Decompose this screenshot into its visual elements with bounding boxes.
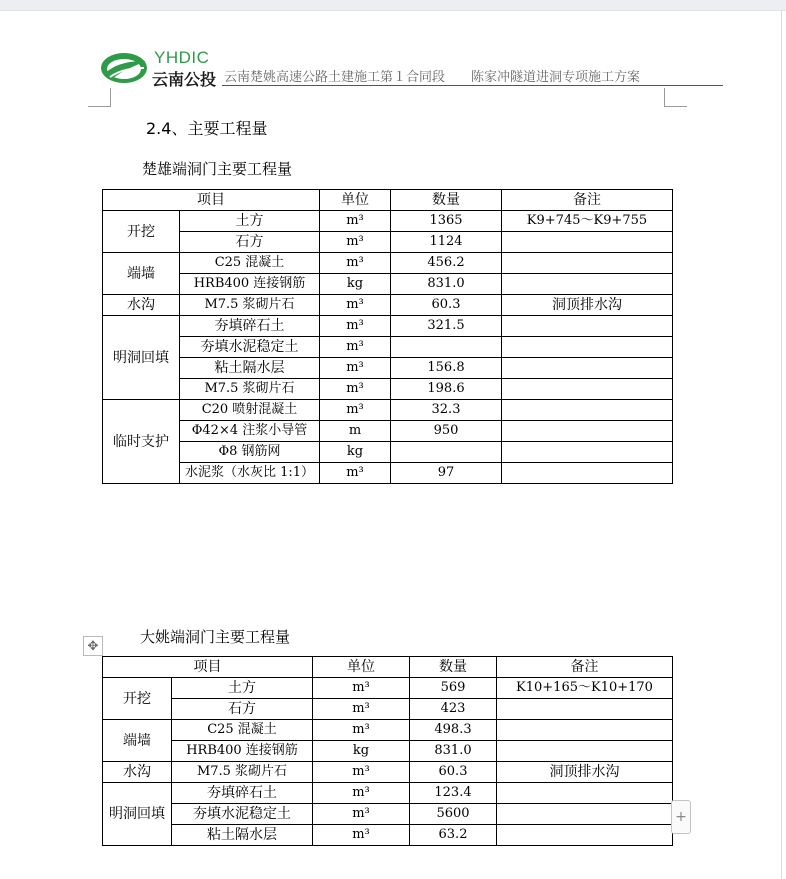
table-row [103, 442, 673, 463]
unit-cell: m³ [320, 316, 391, 337]
note-cell [502, 232, 673, 253]
header-qty: 数量 [410, 657, 497, 678]
qty-cell: 1124 [391, 232, 502, 253]
unit-cell: kg [320, 274, 391, 295]
qty-cell: 198.6 [391, 379, 502, 400]
unit-cell: m³ [313, 825, 410, 846]
table-row [103, 400, 673, 421]
note-cell [497, 804, 673, 825]
table-header-row [103, 190, 673, 211]
company-logo [100, 47, 220, 87]
unit-cell: m³ [313, 720, 410, 741]
group-label: 端墙 [103, 253, 180, 295]
table-header-row [103, 657, 673, 678]
table-row [103, 421, 673, 442]
item-cell: Φ8 钢筋网 [180, 442, 320, 463]
note-cell [497, 720, 673, 741]
group-label: 开挖 [103, 678, 172, 720]
logo-mark-icon [100, 49, 150, 85]
table-row [103, 295, 673, 316]
item-cell: 夯填碎石土 [172, 783, 313, 804]
unit-cell: m³ [320, 379, 391, 400]
qty-cell: 60.3 [391, 295, 502, 316]
logo-chinese: 云南公投 [152, 70, 217, 89]
item-cell: M7.5 浆砌片石 [180, 295, 320, 316]
qty-cell [391, 442, 502, 463]
qty-cell: 456.2 [391, 253, 502, 274]
table-row [103, 463, 673, 484]
unit-cell: m³ [320, 337, 391, 358]
item-cell: Φ42×4 注浆小导管 [180, 421, 320, 442]
item-cell: 土方 [172, 678, 313, 699]
section-title: 2.4、主要工程量 [146, 119, 268, 138]
header-item: 项目 [103, 190, 320, 211]
unit-cell: m³ [320, 463, 391, 484]
document-header-title: 云南楚姚高速公路土建施工第１合同段 陈家冲隧道进洞专项施工方案 [224, 70, 641, 85]
header-rule [222, 85, 723, 86]
quantity-table-dayao [102, 656, 673, 846]
qty-cell: 123.4 [410, 783, 497, 804]
unit-cell: m³ [313, 762, 410, 783]
group-label: 明洞回填 [103, 783, 172, 846]
qty-cell: 498.3 [410, 720, 497, 741]
note-cell [497, 741, 673, 762]
table-row [103, 804, 673, 825]
header-unit: 单位 [313, 657, 410, 678]
group-label: 明洞回填 [103, 316, 180, 400]
group-label: 水沟 [103, 762, 172, 783]
note-cell [502, 253, 673, 274]
table-row [103, 274, 673, 295]
viewer-top-bar [0, 0, 786, 11]
item-cell: HRB400 连接钢筋 [172, 741, 313, 762]
note-cell: 洞顶排水沟 [497, 762, 673, 783]
item-cell: HRB400 连接钢筋 [180, 274, 320, 295]
unit-cell: m³ [320, 358, 391, 379]
qty-cell: 950 [391, 421, 502, 442]
qty-cell: 156.8 [391, 358, 502, 379]
margin-corner-mark [664, 88, 687, 107]
qty-cell [391, 337, 502, 358]
table-row [103, 762, 673, 783]
qty-cell: 5600 [410, 804, 497, 825]
table-row [103, 253, 673, 274]
unit-cell: m³ [313, 783, 410, 804]
unit-cell: m³ [320, 400, 391, 421]
item-cell: 水泥浆（水灰比 1:1） [180, 463, 320, 484]
qty-cell: 1365 [391, 211, 502, 232]
unit-cell: m³ [320, 295, 391, 316]
note-cell [502, 442, 673, 463]
table-row [103, 337, 673, 358]
table-row [103, 699, 673, 720]
item-cell: M7.5 浆砌片石 [172, 762, 313, 783]
qty-cell: 97 [391, 463, 502, 484]
unit-cell: m³ [320, 211, 391, 232]
note-cell [502, 421, 673, 442]
header-note: 备注 [497, 657, 673, 678]
unit-cell: kg [313, 741, 410, 762]
unit-cell: kg [320, 442, 391, 463]
qty-cell: 569 [410, 678, 497, 699]
unit-cell: m [320, 421, 391, 442]
margin-corner-mark [88, 88, 111, 107]
item-cell: C25 混凝土 [172, 720, 313, 741]
header-unit: 单位 [320, 190, 391, 211]
header-note: 备注 [502, 190, 673, 211]
note-cell: K9+745～K9+755 [502, 211, 673, 232]
note-cell [497, 825, 673, 846]
table-row [103, 825, 673, 846]
note-cell [502, 274, 673, 295]
item-cell: 夯填水泥稳定土 [180, 337, 320, 358]
table-row [103, 379, 673, 400]
table-move-handle[interactable] [83, 636, 103, 656]
note-cell [502, 316, 673, 337]
group-label: 端墙 [103, 720, 172, 762]
table-row [103, 678, 673, 699]
table-row [103, 232, 673, 253]
unit-cell: m³ [320, 232, 391, 253]
item-cell: 夯填碎石土 [180, 316, 320, 337]
note-cell: K10+165～K10+170 [497, 678, 673, 699]
group-label: 临时支护 [103, 400, 180, 484]
unit-cell: m³ [320, 253, 391, 274]
add-row-button[interactable] [671, 800, 691, 834]
unit-cell: m³ [313, 804, 410, 825]
table-row [103, 720, 673, 741]
header-qty: 数量 [391, 190, 502, 211]
table-caption: 楚雄端洞门主要工程量 [142, 160, 293, 178]
qty-cell: 32.3 [391, 400, 502, 421]
table-caption: 大姚端洞门主要工程量 [140, 628, 291, 646]
qty-cell: 63.2 [410, 825, 497, 846]
page-edge [781, 10, 782, 879]
item-cell: M7.5 浆砌片石 [180, 379, 320, 400]
table-row [103, 358, 673, 379]
qty-cell: 831.0 [410, 741, 497, 762]
item-cell: 夯填水泥稳定土 [172, 804, 313, 825]
item-cell: C25 混凝土 [180, 253, 320, 274]
item-cell: 石方 [172, 699, 313, 720]
item-cell: 粘土隔水层 [180, 358, 320, 379]
qty-cell: 423 [410, 699, 497, 720]
item-cell: C20 喷射混凝土 [180, 400, 320, 421]
qty-cell: 60.3 [410, 762, 497, 783]
table-row [103, 211, 673, 232]
move-handle-icon: ✥ [87, 638, 99, 654]
group-label: 开挖 [103, 211, 180, 253]
note-cell [502, 463, 673, 484]
item-cell: 石方 [180, 232, 320, 253]
logo-english: YHDIC [154, 48, 210, 67]
note-cell [497, 783, 673, 804]
note-cell [502, 337, 673, 358]
note-cell [497, 699, 673, 720]
item-cell: 土方 [180, 211, 320, 232]
note-cell: 洞顶排水沟 [502, 295, 673, 316]
qty-cell: 321.5 [391, 316, 502, 337]
quantity-table-chuxiong [102, 189, 673, 484]
plus-icon: + [675, 809, 687, 825]
unit-cell: m³ [313, 678, 410, 699]
header-item: 项目 [103, 657, 313, 678]
qty-cell: 831.0 [391, 274, 502, 295]
table-row [103, 741, 673, 762]
note-cell [502, 379, 673, 400]
group-label: 水沟 [103, 295, 180, 316]
unit-cell: m³ [313, 699, 410, 720]
note-cell [502, 358, 673, 379]
table-row [103, 316, 673, 337]
item-cell: 粘土隔水层 [172, 825, 313, 846]
table-row [103, 783, 673, 804]
note-cell [502, 400, 673, 421]
